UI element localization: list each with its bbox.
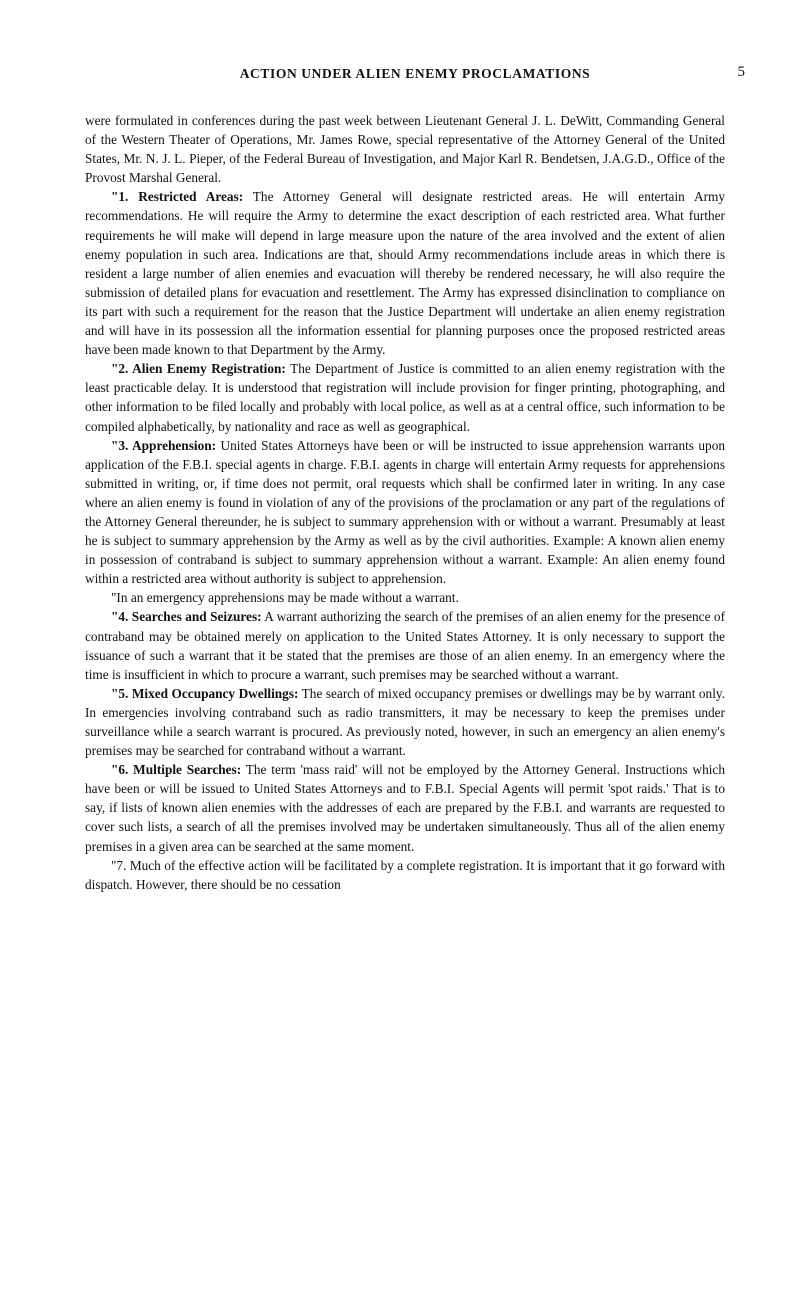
paragraph-registration-dispatch [85, 856, 725, 894]
paragraph-multiple-searches [85, 760, 725, 855]
paragraph-heading: "6. Multiple Searches: [111, 762, 242, 778]
paragraph-emergency [85, 588, 725, 607]
paragraph-text: The Attorney General will designate restricted areas. He will entertain Army recommendations. He will require the Army to determine the exact description of each restricted area. What further requirements he will make will depend in large measure upon the nature of the area involved and the extent of alien enemy population in such area. Indications are that, should Army recommendations include areas in which there is resident a large number of alien enemies and evacuation will thereby be rendered necessary, he will also require the submission of detailed plans for evacuation and resettlement. The Army has expressed disinclination to compliance on its part with such a requirement for the reason that the Justice Department will undertake an alien enemy registration and will have in its possession all the information essential for planning purposes once the proposed restricted areas have been made known to that Department by the Army. [85, 189, 725, 358]
paragraph-text: "In an emergency apprehensions may be made without a warrant. [111, 590, 459, 606]
paragraph-text: "7. Much of the effective action will be facilitated by a complete registration. It is important that it go forward with dispatch. However, there should be no cessation [85, 857, 725, 892]
paragraph-heading: "2. Alien Enemy Registration: [111, 361, 286, 377]
paragraph-text: A warrant authorizing the search of the premises of an alien enemy for the presence of contraband may be obtained merely on application to the United States Attorney. It is only necessary to support the issuance of such a warrant that it be stated that the premises are those of an alien enemy. In an emergency where the time is insufficient in which to procure a warrant, such premises may be searched without a warrant. [85, 609, 725, 682]
paragraph-text: The search of mixed occupancy premises or dwellings may be by warrant only. In emergencies involving contraband such as radio transmitters, it may be necessary to keep the premises under surveillance while a search warrant is procured. As previously noted, however, in such an emergency an alien enemy's premises may be searched for contraband without a warrant. [85, 685, 725, 759]
paragraph-text: United States Attorneys have been or will be instructed to issue apprehension warrants upon application of the F.B.I. special agents in charge. F.B.I. agents in charge will entertain Army requests for apprehensions submitted in writing, or, if time does not permit, oral requests which shall be confirmed later in writing. In any case where an alien enemy is found in violation of any of the provisions of the proclamation or any part of the regulations of the Attorney General thereunder, he is subject to summary apprehension with or without a warrant. Presumably at least he is subject to summary apprehension by the Army as well as by the civil authorities. Example: A known alien enemy in possession of contraband is subject to summary apprehension without a warrant. Example: An alien enemy found within a restricted area without authority is subject to apprehension. [85, 437, 726, 587]
paragraph-text: were formulated in conferences during the past week between Lieutenant General J. L. DeWitt, Commanding General of the Western Theater of Operations, Mr. James Rowe, special representative of the Attorney General of the United States, Mr. N. J. L. Pieper, of the Federal Bureau of Investigation, and Major Karl R. Bendetsen, J.A.G.D., Office of the Provost Marshal General. [85, 113, 725, 186]
paragraph-searches-seizures [85, 607, 725, 683]
paragraph-heading: "1. Restricted Areas: [111, 189, 244, 205]
paragraph-heading: "4. Searches and Seizures: [111, 609, 262, 625]
page-header [85, 66, 745, 88]
body-text [85, 111, 725, 894]
paragraph-heading: "5. Mixed Occupancy Dwellings: [111, 685, 299, 701]
paragraph-mixed-occupancy [85, 684, 725, 760]
running-head: ACTION UNDER ALIEN ENEMY PROCLAMATIONS [239, 66, 591, 81]
paragraph-continuation [85, 111, 725, 187]
paragraph-text: The Department of Justice is committed to an alien enemy registration with the least practicable delay. It is understood that registration will include provision for finger printing, photographing, and other information to be filed locally and probably with local police, as well as at a central office, such information to be compiled alphabetically, by nationality and race as well as geographical. [85, 361, 725, 434]
paragraph-text: The term 'mass raid' will not be employed by the Attorney General. Instructions which have been or will be issued to United States Attorneys and to F.B.I. Special Agents will permit 'spot raids.' That is to say, if lists of known alien enemies with the addresses of each are prepared by the F.B.I. and warrants are requested to cover such lists, a search of all the premises involved may be undertaken simultaneously. Thus all of the alien enemy premises in a given area can be searched at the same moment. [85, 762, 725, 854]
paragraph-apprehension [85, 436, 725, 589]
paragraph-heading: "3. Apprehension: [111, 437, 217, 453]
paragraph-restricted-areas [85, 187, 725, 359]
page-number: 5 [737, 64, 745, 80]
paragraph-alien-enemy-registration [85, 359, 725, 435]
